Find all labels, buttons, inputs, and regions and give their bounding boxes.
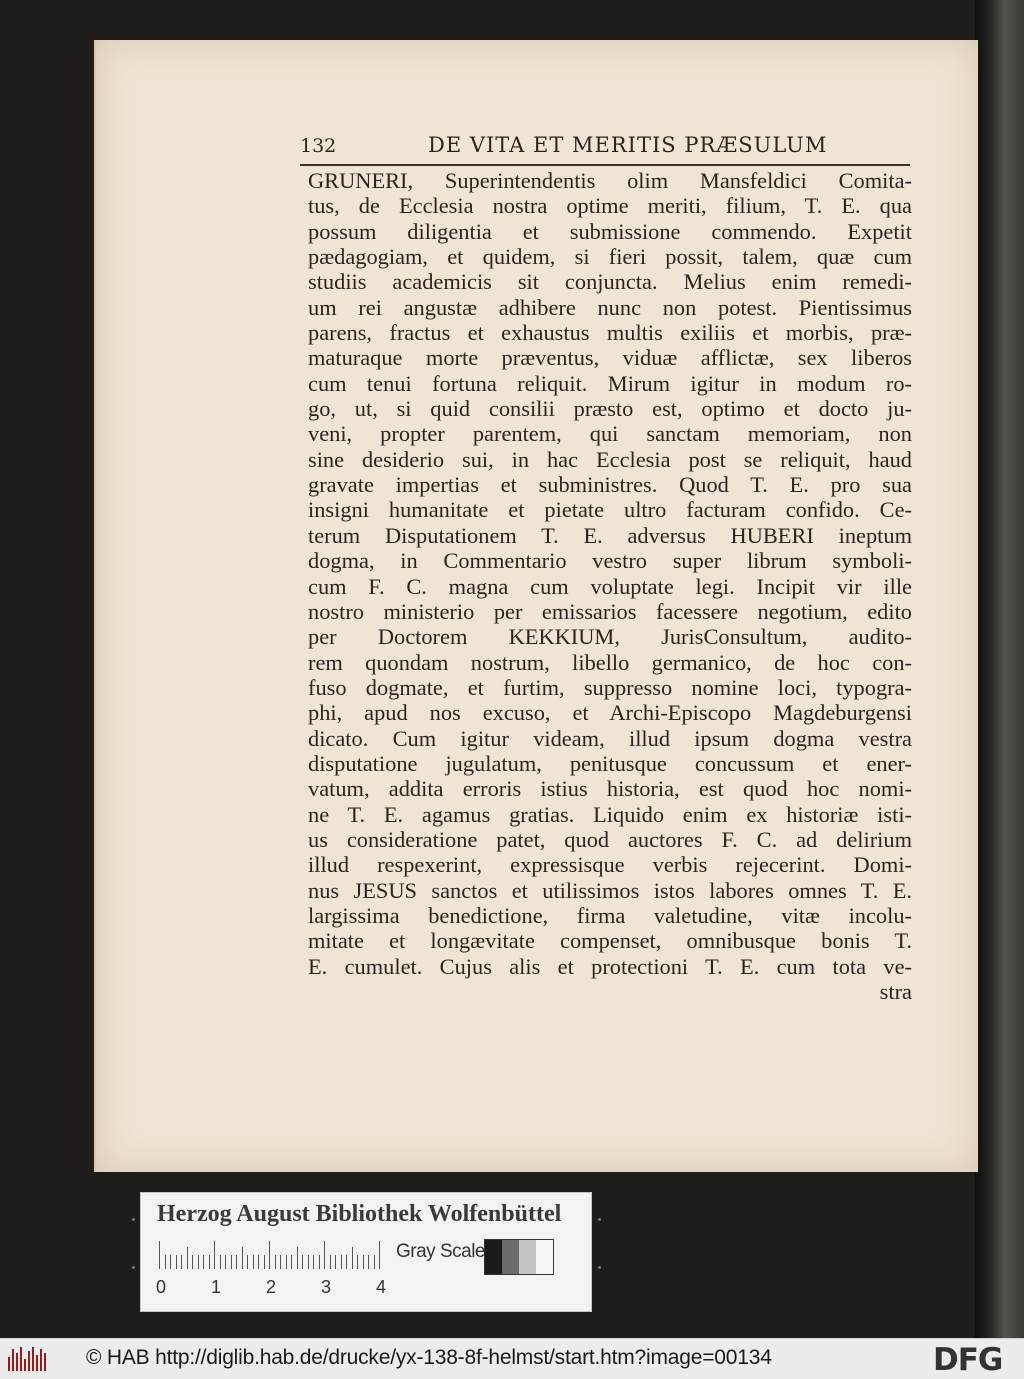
hab-logo-icon bbox=[8, 1347, 48, 1371]
dfg-logo: DFG bbox=[933, 1342, 1003, 1378]
running-title: DE VITA ET MERITIS PRÆSULUM bbox=[428, 133, 828, 157]
text-line: dogma, in Commentario vestro super librum symboli- bbox=[308, 548, 912, 574]
ruler-tick bbox=[159, 1241, 160, 1269]
ruler-tick bbox=[319, 1255, 320, 1269]
hab-logo-bar bbox=[12, 1349, 14, 1371]
ruler-tick bbox=[302, 1255, 303, 1269]
ruler-tick bbox=[379, 1241, 380, 1269]
page-number: 132 bbox=[300, 135, 337, 157]
hab-logo-bar bbox=[20, 1347, 22, 1371]
ruler-tick bbox=[308, 1255, 309, 1269]
text-line: nostro ministerio per emissarios facessere negotium, edito bbox=[308, 598, 912, 624]
gray-swatch bbox=[485, 1240, 502, 1274]
text-line: um rei angustæ adhibere nunc non potest. Pientissimus bbox=[308, 294, 912, 320]
card-dot bbox=[132, 1266, 135, 1269]
text-line: ne T. E. agamus gratias. Liquido enim ex historiæ isti- bbox=[308, 801, 912, 827]
gray-scale-label: Gray Scale bbox=[396, 1241, 485, 1262]
ruler-label: 2 bbox=[266, 1277, 277, 1297]
text-line: possum diligentia et submissione commendo. Expetit bbox=[308, 218, 912, 244]
ruler-tick bbox=[368, 1255, 369, 1269]
ruler-tick bbox=[192, 1255, 193, 1269]
ruler-tick bbox=[363, 1255, 364, 1269]
ruler bbox=[159, 1239, 381, 1269]
ruler-tick bbox=[280, 1255, 281, 1269]
card-dot bbox=[598, 1266, 601, 1269]
library-color-card bbox=[140, 1192, 592, 1312]
text-line: tus, de Ecclesia nostra optime meriti, filium, T. E. qua bbox=[308, 193, 912, 219]
header-rule bbox=[300, 164, 910, 166]
ruler-tick bbox=[286, 1255, 287, 1269]
ruler-tick bbox=[170, 1255, 171, 1269]
ruler-tick bbox=[258, 1255, 259, 1269]
ruler-tick bbox=[357, 1255, 358, 1269]
ruler-tick bbox=[181, 1255, 182, 1269]
ruler-label: 1 bbox=[211, 1277, 222, 1297]
text-line: sine desiderio sui, in hac Ecclesia post se reliquit, haud bbox=[308, 446, 912, 472]
binding-edge bbox=[975, 0, 1024, 1338]
text-line: maturaque morte præventus, viduæ afflictæ, sex liberos bbox=[308, 345, 912, 371]
citation-link[interactable]: © HAB http://diglib.hab.de/drucke/yx-138-8f-helmst/start.htm?image=00134 bbox=[86, 1346, 772, 1369]
ruler-tick bbox=[165, 1255, 166, 1269]
hab-logo-bar bbox=[24, 1359, 26, 1371]
ruler-tick bbox=[209, 1255, 210, 1269]
text-line: cum F. C. magna cum voluptate legi. Incipit vir ille bbox=[308, 573, 912, 599]
text-line: terum Disputationem T. E. adversus HUBERI ineptum bbox=[308, 522, 912, 548]
text-line: nus JESUS sanctos et utilissimos istos labores omnes T. E. bbox=[308, 877, 912, 903]
ruler-tick bbox=[220, 1255, 221, 1269]
gray-scale-swatches bbox=[484, 1239, 554, 1275]
ruler-label: 0 bbox=[156, 1277, 167, 1297]
text-line: stra bbox=[879, 979, 912, 1004]
text-line: veni, propter parentem, qui sanctam memoriam, non bbox=[308, 421, 912, 447]
text-line: rem quondam nostrum, libello germanico, de hoc con- bbox=[308, 649, 912, 675]
ruler-label: 3 bbox=[321, 1277, 332, 1297]
text-line: cum tenui fortuna reliquit. Mirum igitur in modum ro- bbox=[308, 370, 912, 396]
ruler-tick bbox=[187, 1247, 188, 1269]
ruler-tick bbox=[225, 1255, 226, 1269]
ruler-labels bbox=[153, 1277, 393, 1301]
ruler-tick bbox=[335, 1255, 336, 1269]
text-line: studiis academicis sit conjuncta. Melius enim remedi- bbox=[308, 269, 912, 295]
ruler-tick bbox=[291, 1255, 292, 1269]
ruler-tick bbox=[214, 1241, 215, 1269]
ruler-tick bbox=[297, 1247, 298, 1269]
text-line: per Doctorem KEKKIUM, JurisConsultum, audito- bbox=[308, 624, 912, 650]
ruler-tick bbox=[269, 1241, 270, 1269]
ruler-tick bbox=[324, 1241, 325, 1269]
ruler-tick bbox=[352, 1247, 353, 1269]
ruler-tick bbox=[330, 1255, 331, 1269]
text-line: phi, apud nos excuso, et Archi-Episcopo Magdeburgensi bbox=[308, 700, 912, 726]
ruler-tick bbox=[341, 1255, 342, 1269]
text-line: dicato. Cum igitur videam, illud ipsum dogma vestra bbox=[308, 725, 912, 751]
text-line: GRUNERI, Superintendentis olim Mansfeldici Comita- bbox=[308, 168, 912, 193]
text-line: go, ut, si quid consilii præsto est, optimo et docto ju- bbox=[308, 396, 912, 422]
gray-swatch bbox=[536, 1240, 553, 1274]
text-line: fuso dogmate, et furtim, suppresso nomine loci, typogra- bbox=[308, 674, 912, 700]
ruler-tick bbox=[346, 1255, 347, 1269]
text-line: illud respexerint, expressisque verbis rejecerint. Domi- bbox=[308, 852, 912, 878]
ruler-tick bbox=[176, 1255, 177, 1269]
ruler-tick bbox=[236, 1255, 237, 1269]
card-dot bbox=[132, 1218, 135, 1221]
text-line: disputatione jugulatum, penitusque concussum et ener- bbox=[308, 750, 912, 776]
gray-swatch bbox=[519, 1240, 536, 1274]
card-title: Herzog August Bibliothek Wolfenbüttel bbox=[157, 1201, 562, 1227]
ruler-label: 4 bbox=[376, 1277, 387, 1297]
card-dot bbox=[598, 1218, 601, 1221]
body-text bbox=[308, 168, 912, 1004]
ruler-tick bbox=[198, 1255, 199, 1269]
hab-logo-bar bbox=[28, 1351, 30, 1371]
ruler-tick bbox=[203, 1255, 204, 1269]
ruler-tick bbox=[313, 1255, 314, 1269]
text-line: mitate et longævitate compenset, omnibusque bonis T. bbox=[308, 928, 912, 954]
ruler-tick bbox=[247, 1255, 248, 1269]
page-header bbox=[300, 135, 910, 165]
text-line: us consideratione patet, quod auctores F. C. ad delirium bbox=[308, 826, 912, 852]
hab-logo-bar bbox=[44, 1353, 46, 1371]
ruler-tick bbox=[264, 1255, 265, 1269]
hab-logo-bar bbox=[40, 1349, 42, 1371]
ruler-tick bbox=[374, 1255, 375, 1269]
hab-logo-bar bbox=[16, 1353, 18, 1371]
text-line: parens, fractus et exhaustus multis exiliis et morbis, præ- bbox=[308, 320, 912, 346]
text-line: vatum, addita erroris istius historia, est quod hoc nomi- bbox=[308, 776, 912, 802]
ruler-tick bbox=[275, 1255, 276, 1269]
hab-logo-bar bbox=[8, 1357, 10, 1371]
hab-logo-bar bbox=[36, 1355, 38, 1371]
text-line: largissima benedictione, firma valetudine, vitæ incolu- bbox=[308, 902, 912, 928]
gray-swatch bbox=[502, 1240, 519, 1274]
text-line: pædagogiam, et quidem, si fieri possit, talem, quæ cum bbox=[308, 244, 912, 270]
hab-logo-bar bbox=[32, 1347, 34, 1371]
text-line: gravate impertias et subministres. Quod T. E. pro sua bbox=[308, 472, 912, 498]
ruler-tick bbox=[253, 1255, 254, 1269]
text-line: insigni humanitate et pietate ultro facturam confido. Ce- bbox=[308, 497, 912, 523]
text-line: E. cumulet. Cujus alis et protectioni T. E. cum tota ve- bbox=[308, 953, 912, 979]
ruler-tick bbox=[231, 1255, 232, 1269]
footer-bar bbox=[0, 1338, 1024, 1379]
ruler-tick bbox=[242, 1247, 243, 1269]
